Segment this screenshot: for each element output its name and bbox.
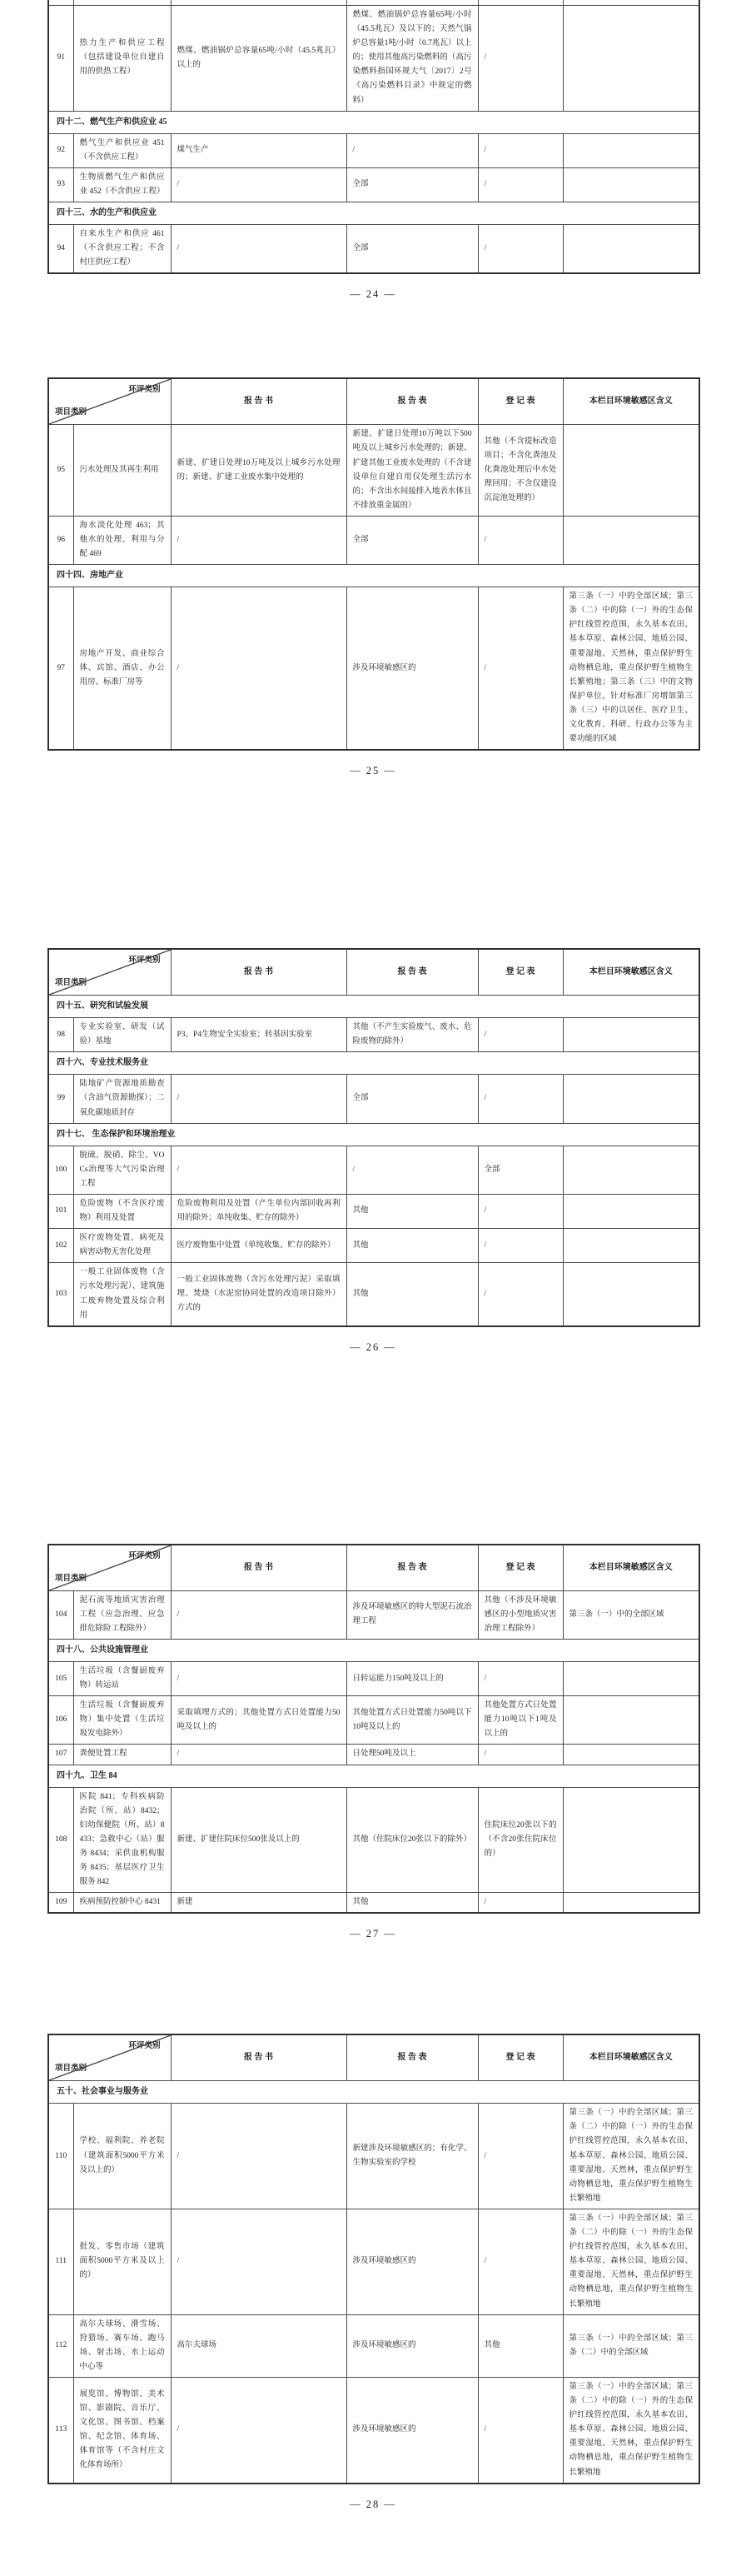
registration-form-cell: / <box>478 2104 563 2209</box>
row-number-cell: 94 <box>48 225 73 274</box>
report-book-cell: / <box>171 1661 346 1695</box>
sensitive-area-meaning-cell <box>563 1018 699 1052</box>
section-label: 四十四、房地产业 <box>48 565 699 587</box>
report-form-cell: 其他 <box>346 1194 478 1228</box>
document-page <box>0 1544 741 1941</box>
registration-form-cell: / <box>478 1745 563 1765</box>
registration-form-cell: 住院床位20张以下的（不含20张住院床位的） <box>478 1787 563 1893</box>
item-row-101 <box>48 1194 699 1228</box>
header-sensitive-area-meaning: 本栏目环境敏感区含义 <box>563 2034 699 2081</box>
header-report-book: 报 告 书 <box>171 1545 346 1591</box>
report-form-cell: 其他 <box>346 1893 478 1914</box>
row-number-cell: 98 <box>48 1018 73 1052</box>
section-row <box>48 1639 699 1661</box>
category-cell: 危险废物（不含医疗废物）利用及处置 <box>73 1194 171 1228</box>
sensitive-area-meaning-cell <box>563 1194 699 1228</box>
section-row <box>48 111 699 133</box>
report-book-cell: / <box>171 516 346 564</box>
registration-form-cell: / <box>478 167 563 202</box>
category-cell: 热力生产和供应工程（包括建设单位自建自用的供热工程） <box>73 6 171 112</box>
report-book-cell: 煤气生产 <box>171 133 346 167</box>
sensitive-area-meaning-cell <box>563 1893 699 1914</box>
report-form-cell: 新建涉及环境敏感区的；有化学、生物实验室的学校 <box>346 2104 478 2209</box>
category-cell: 批发、零售市场（建筑面积5000平方米及以上的） <box>73 2209 171 2314</box>
row-number-cell: 112 <box>48 2314 73 2377</box>
report-form-cell: 其他 <box>346 1263 478 1326</box>
sensitive-area-meaning-cell <box>563 225 699 274</box>
report-form-cell: 全部 <box>346 225 478 274</box>
report-form-cell: 新建、扩建日处理10万吨以下500吨及以上城乡污水处理的；新建、扩建其他工业废水处理的（不含建设单位自建自用仅处理生活污水的；不含出水间接排入地表水体且不排放重金属的） <box>346 425 478 517</box>
sensitive-area-meaning-cell: 第三条（一）中的全部区域；第三条（二）中的除（一）外的生态保护红线管控范围，永久基本农田、基本草原、森林公园、地质公园、重要湿地、天然林，重点保护野生动物栖息地，重点保护野生植物生长繁殖地 <box>563 2209 699 2314</box>
report-book-cell: 新建、扩建住院床位500张及以上的 <box>171 1787 346 1893</box>
report-book-cell: / <box>171 225 346 274</box>
row-number-cell: 109 <box>48 1893 73 1914</box>
row-number-cell: 100 <box>48 1146 73 1194</box>
item-row-99 <box>48 1075 699 1123</box>
row-number-cell: 101 <box>48 1194 73 1228</box>
report-book-cell: 一般工业固体废物（含污水处理污泥）采取填埋、焚烧（水泥窑协同处置的改造项目除外）方式的 <box>171 1263 346 1326</box>
category-cell: 粪便处置工程 <box>73 1745 171 1765</box>
registration-form-cell: / <box>478 2209 563 2314</box>
header-eia-category-label: 环评类别 <box>128 956 161 966</box>
section-row <box>48 996 699 1018</box>
sensitive-area-meaning-cell: 第三条（一）中的全部区域；第三条（二）中的除（一）外的生态保护红线管控范围，永久基本农田、基本草原、森林公园、地质公园、重要湿地、天然林，重点保护野生动物栖息地，重点保护野生植物生长繁殖地 <box>563 2104 699 2209</box>
sensitive-area-meaning-cell <box>563 1075 699 1123</box>
category-cell: 高尔夫球场、滑雪场、狩猎场、赛车场、跑马场、射击场、水上运动中心等 <box>73 2314 171 2377</box>
section-row <box>48 2081 699 2104</box>
header-report-form: 报 告 表 <box>346 378 478 425</box>
header-project-category-label: 项目类别 <box>55 408 87 417</box>
report-book-cell: / <box>171 1745 346 1765</box>
eia-category-table <box>47 948 700 1327</box>
registration-form-cell: 全部 <box>478 1146 563 1194</box>
section-row <box>48 1765 699 1787</box>
sensitive-area-meaning-cell: 第三条（一）中的全部区域；第三条（二）中的除（一）外的生态保护红线管控范围，永久基本农田、基本草原、森林公园、地质公园、重要湿地、天然林，重点保护野生动物栖息地，重点保护野生植物生长繁殖地；第三条（三）中的文物保护单位，针对标准厂房增加第三条（三）中的以居住、医疗卫生、文化教育、科研、行政办公等为主要功能的区域 <box>563 587 699 751</box>
sensitive-area-meaning-cell <box>563 1661 699 1695</box>
category-cell: 污水处理及其再生利用 <box>73 425 171 517</box>
table-header-row <box>48 1545 699 1591</box>
header-eia-category-label: 环评类别 <box>128 2042 161 2051</box>
section-row <box>48 1052 699 1075</box>
page-number: — 27 — <box>350 1928 396 1940</box>
registration-form-cell: / <box>478 6 563 112</box>
item-row-112 <box>48 2314 699 2377</box>
document-page <box>0 377 741 777</box>
row-number-cell: 104 <box>48 1590 73 1639</box>
report-form-cell: 涉及环境敏感区的 <box>346 2377 478 2483</box>
row-number-cell: 93 <box>48 167 73 202</box>
header-report-form: 报 告 表 <box>346 2034 478 2081</box>
item-row-106 <box>48 1696 699 1745</box>
registration-form-cell: 其他 <box>478 2314 563 2377</box>
row-number-cell: 97 <box>48 587 73 751</box>
row-number-cell: 96 <box>48 516 73 564</box>
eia-category-table <box>47 0 700 274</box>
category-cell: 脱硫、脱硝、除尘、VOCs治理等大气污染治理工程 <box>73 1146 171 1194</box>
item-row-108 <box>48 1787 699 1893</box>
item-row-95 <box>48 425 699 517</box>
report-form-cell: 其他处置方式日处置能力50吨以下10吨及以上的 <box>346 1696 478 1745</box>
sensitive-area-meaning-cell <box>563 1263 699 1326</box>
row-number-cell: 103 <box>48 1263 73 1326</box>
row-number-cell: 105 <box>48 1661 73 1695</box>
report-form-cell: 涉及环境敏感区的 <box>346 2209 478 2314</box>
table-header-row <box>48 2034 699 2081</box>
report-book-cell: P3、P4生物安全实验室；转基因实验室 <box>171 1018 346 1052</box>
report-book-cell: / <box>171 167 346 202</box>
registration-form-cell: / <box>478 516 563 564</box>
item-row-111 <box>48 2209 699 2314</box>
sensitive-area-meaning-cell <box>563 6 699 112</box>
registration-form-cell: / <box>478 587 563 751</box>
category-cell: 陆地矿产资源地质勘查（含油气资源勘探）；二氧化碳地质封存 <box>73 1075 171 1123</box>
table-header-row <box>48 949 699 996</box>
report-book-cell: / <box>171 1146 346 1194</box>
registration-form-cell: / <box>478 225 563 274</box>
sensitive-area-meaning-cell <box>563 516 699 564</box>
row-number-cell: 92 <box>48 133 73 167</box>
eia-category-table <box>47 2034 700 2484</box>
diagonal-header-cell <box>48 949 171 996</box>
category-cell: 泥石流等地质灾害治理工程（应急治理、应急排危除险工程除外） <box>73 1590 171 1639</box>
registration-form-cell: / <box>478 133 563 167</box>
section-label: 四十九、卫生 84 <box>48 1765 699 1787</box>
sensitive-area-meaning-cell <box>563 1146 699 1194</box>
item-row-109 <box>48 1893 699 1914</box>
category-cell: 燃气生产和供应业 451（不含供应工程） <box>73 133 171 167</box>
header-report-form: 报 告 表 <box>346 1545 478 1591</box>
report-form-cell: 涉及环境敏感区的 <box>346 587 478 751</box>
eia-category-table <box>47 1544 700 1915</box>
report-form-cell: 全部 <box>346 167 478 202</box>
row-number-cell: 107 <box>48 1745 73 1765</box>
report-form-cell: 其他 <box>346 1229 478 1263</box>
header-project-category-label: 项目类别 <box>55 1574 87 1583</box>
report-form-cell: 全部 <box>346 516 478 564</box>
report-form-cell: 涉及环境敏感区的特大型泥石流治理工程 <box>346 1590 478 1639</box>
report-form-cell: 燃煤、燃油锅炉总容量65吨/小时（45.5兆瓦）及以下的；天然气锅炉总容量1吨/小时（0.7兆瓦）以上的；使用其他高污染燃料的（高污染燃料指国环规大气〔2017〕2号《高污染燃料目录》中规定的燃料） <box>346 6 478 112</box>
report-book-cell: / <box>171 2377 346 2483</box>
diagonal-header-cell <box>48 378 171 425</box>
item-row-93 <box>48 167 699 202</box>
item-row-103 <box>48 1263 699 1326</box>
registration-form-cell: 其他处置方式日处置能力10吨以下1吨及以上的 <box>478 1696 563 1745</box>
registration-form-cell: / <box>478 1263 563 1326</box>
section-label: 四十七、 生态保护和环境治理业 <box>48 1123 699 1146</box>
row-number-cell: 110 <box>48 2104 73 2209</box>
registration-form-cell: / <box>478 1893 563 1914</box>
item-row-92 <box>48 133 699 167</box>
header-report-book: 报 告 书 <box>171 2034 346 2081</box>
header-sensitive-area-meaning: 本栏目环境敏感区含义 <box>563 378 699 425</box>
registration-form-cell: 其他（不涉及环境敏感区的小型地质灾害治理工程除外） <box>478 1590 563 1639</box>
item-row-98 <box>48 1018 699 1052</box>
document-page <box>0 948 741 1354</box>
report-book-cell: / <box>171 2104 346 2209</box>
sensitive-area-meaning-cell <box>563 1745 699 1765</box>
header-project-category-label: 项目类别 <box>55 2064 87 2074</box>
row-number-cell: 95 <box>48 425 73 517</box>
registration-form-cell: / <box>478 1075 563 1123</box>
sensitive-area-meaning-cell: 第三条（一）中的全部区域；第三条（二）中的除（一）外的生态保护红线管控范围，永久基本农田、基本草原、森林公园、地质公园、重要湿地、天然林，重点保护野生动物栖息地，重点保护野生植物生长繁殖地 <box>563 2377 699 2483</box>
category-cell: 疾病预防控制中心 8431 <box>73 1893 171 1914</box>
item-row-97 <box>48 587 699 751</box>
header-report-form: 报 告 表 <box>346 949 478 996</box>
item-row-91 <box>48 6 699 112</box>
category-cell: 生活垃圾（含餐厨废弃物）转运站 <box>73 1661 171 1695</box>
row-number-cell: 91 <box>48 6 73 112</box>
registration-form-cell: 其他（不含提标改造项目；不含化粪池及化粪池处理后中水处理回用；不含仅建设沉淀池处理的） <box>478 425 563 517</box>
section-label: 四十五、研究和试验发展 <box>48 996 699 1018</box>
section-label: 四十六、专业技术服务业 <box>48 1052 699 1075</box>
category-cell: 专业实验室、研发（试验）基地 <box>73 1018 171 1052</box>
sensitive-area-meaning-cell: 第三条（一）中的全部区域 <box>563 1590 699 1639</box>
report-form-cell: / <box>346 1146 478 1194</box>
item-row-102 <box>48 1229 699 1263</box>
registration-form-cell: / <box>478 1661 563 1695</box>
page-number: — 26 — <box>350 1340 396 1353</box>
page-number: — 24 — <box>350 288 396 301</box>
header-project-category-label: 项目类别 <box>55 979 87 988</box>
report-book-cell: 新建 <box>171 1893 346 1914</box>
header-eia-category-label: 环评类别 <box>128 386 161 395</box>
sensitive-area-meaning-cell: 第三条（一）中的全部区域；第三条（二）中的全部区域 <box>563 2314 699 2377</box>
category-cell: 医院 841；专科疾病防治院（所、站）8432；妇幼保健院（所、站）8433；急救中心（站）服务 8434；采供血机构服务 8435；基层医疗卫生服务 842 <box>73 1787 171 1893</box>
category-cell: 生活垃圾（含餐厨废弃物）集中处置（生活垃圾发电除外） <box>73 1696 171 1745</box>
sensitive-area-meaning-cell <box>563 167 699 202</box>
report-form-cell: 日转运能力150吨及以上的 <box>346 1661 478 1695</box>
header-registration-form: 登 记 表 <box>478 2034 563 2081</box>
header-registration-form: 登 记 表 <box>478 378 563 425</box>
item-row-96 <box>48 516 699 564</box>
diagonal-header-cell <box>48 2034 171 2081</box>
row-number-cell: 99 <box>48 1075 73 1123</box>
section-label: 四十三、水的生产和供应业 <box>48 202 699 225</box>
item-row-104 <box>48 1590 699 1639</box>
registration-form-cell: / <box>478 1018 563 1052</box>
item-row-100 <box>48 1146 699 1194</box>
document-page <box>0 2034 741 2510</box>
report-book-cell: 新建、扩建日处理10万吨及以上城乡污水处理的；新建、扩建工业废水集中处理的 <box>171 425 346 517</box>
item-row-107 <box>48 1745 699 1765</box>
report-book-cell: 高尔夫球场 <box>171 2314 346 2377</box>
registration-form-cell: / <box>478 1229 563 1263</box>
registration-form-cell: / <box>478 2377 563 2483</box>
section-label: 四十二、燃气生产和供应业 45 <box>48 111 699 133</box>
row-number-cell: 106 <box>48 1696 73 1745</box>
item-row-94 <box>48 225 699 274</box>
category-cell: 医疗废物处置、病死及病害动物无害化处理 <box>73 1229 171 1263</box>
category-cell: 自来水生产和供应 461（不含供应工程；不含村庄供应工程） <box>73 225 171 274</box>
row-number-cell: 108 <box>48 1787 73 1893</box>
category-cell: 一般工业固体废物（含污水处理污泥）、建筑施工废弃物处置及综合利用 <box>73 1263 171 1326</box>
sensitive-area-meaning-cell <box>563 1229 699 1263</box>
sensitive-area-meaning-cell <box>563 425 699 517</box>
report-book-cell: 医疗废物集中处置（单纯收集、贮存的除外） <box>171 1229 346 1263</box>
report-form-cell: 全部 <box>346 1075 478 1123</box>
section-row <box>48 202 699 225</box>
eia-category-table <box>47 377 700 751</box>
header-sensitive-area-meaning: 本栏目环境敏感区含义 <box>563 949 699 996</box>
report-book-cell: / <box>171 1075 346 1123</box>
category-cell: 生物质燃气生产和供应业 452（不含供应工程） <box>73 167 171 202</box>
section-row <box>48 565 699 587</box>
row-number-cell: 113 <box>48 2377 73 2483</box>
sensitive-area-meaning-cell <box>563 1787 699 1893</box>
category-cell: 学校、福利院、养老院（建筑面积5000平方米及以上的） <box>73 2104 171 2209</box>
table-header-row <box>48 378 699 425</box>
section-row <box>48 1123 699 1146</box>
report-form-cell: 涉及环境敏感区的 <box>346 2314 478 2377</box>
category-cell: 房地产开发、商业综合体、宾馆、酒店、办公用房、标准厂房等 <box>73 587 171 751</box>
report-form-cell: 日处理50吨及以上 <box>346 1745 478 1765</box>
sensitive-area-meaning-cell <box>563 133 699 167</box>
report-form-cell: 其他（住院床位20张以下的除外） <box>346 1787 478 1893</box>
report-book-cell: / <box>171 1590 346 1639</box>
header-registration-form: 登 记 表 <box>478 1545 563 1591</box>
report-form-cell: 其他（不产生实验废气、废水、危险废物的除外） <box>346 1018 478 1052</box>
row-number-cell: 111 <box>48 2209 73 2314</box>
page-number: — 25 — <box>350 765 396 777</box>
row-number-cell: 102 <box>48 1229 73 1263</box>
report-book-cell: 危险废物利用及处置（产生单位内部回收再利用的除外；单纯收集、贮存的除外） <box>171 1194 346 1228</box>
report-book-cell: / <box>171 587 346 751</box>
registration-form-cell: / <box>478 1194 563 1228</box>
page-number: — 28 — <box>350 2498 396 2510</box>
report-book-cell: 采取填埋方式的；其他处置方式日处置能力50吨及以上的 <box>171 1696 346 1745</box>
item-row-113 <box>48 2377 699 2483</box>
report-book-cell: 燃煤、燃油锅炉总容量65吨/小时（45.5兆瓦）以上的 <box>171 6 346 112</box>
diagonal-header-cell <box>48 1545 171 1591</box>
report-book-cell: / <box>171 2209 346 2314</box>
category-cell: 展览馆、博物馆、美术馆、影剧院、音乐厅、文化馆、图书馆、档案馆、纪念馆、体育场、体育馆等（不含村庄文化体育场所） <box>73 2377 171 2483</box>
report-form-cell: / <box>346 133 478 167</box>
sensitive-area-meaning-cell <box>563 1696 699 1745</box>
header-sensitive-area-meaning: 本栏目环境敏感区含义 <box>563 1545 699 1591</box>
section-label: 四十八、公共设施管理业 <box>48 1639 699 1661</box>
header-report-book: 报 告 书 <box>171 949 346 996</box>
item-row-105 <box>48 1661 699 1695</box>
section-label: 五十、社会事业与服务业 <box>48 2081 699 2104</box>
header-registration-form: 登 记 表 <box>478 949 563 996</box>
header-eia-category-label: 环评类别 <box>128 1551 161 1560</box>
document-page <box>0 0 741 301</box>
item-row-110 <box>48 2104 699 2209</box>
header-report-book: 报 告 书 <box>171 378 346 425</box>
category-cell: 海水淡化处理 463；其他水的处理、利用与分配 469 <box>73 516 171 564</box>
